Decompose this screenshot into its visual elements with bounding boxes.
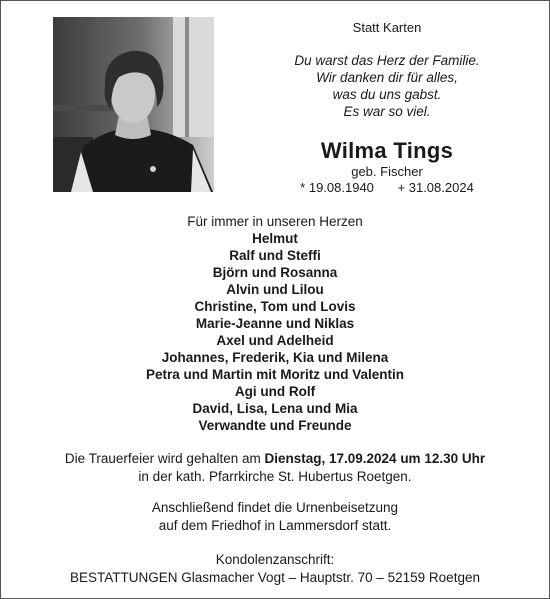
service-line [0, 450, 550, 468]
poem [258, 52, 516, 120]
condolence-label: Kondolenzanschrift: [215, 552, 335, 567]
mourners-list [0, 213, 550, 434]
mourners-intro: Für immer in unseren Herzen [187, 214, 363, 229]
mourner-entry: Alvin und Lilou [226, 282, 324, 297]
poem-line: was du uns gabst. [332, 87, 442, 102]
death-date: + 31.08.2024 [397, 180, 474, 195]
urn-line: auf dem Friedhof in Lammersdorf statt. [158, 517, 392, 533]
urn-line: Anschließend findet die Urnenbeisetzung [151, 500, 399, 515]
deceased-name: Wilma Tings [320, 138, 454, 163]
life-dates [258, 180, 516, 195]
service-place: in der kath. Pfarrkirche St. Hubertus Roetgen. [138, 468, 412, 484]
header-text: Statt Karten [352, 20, 422, 35]
mourner-entry: Ralf und Steffi [229, 248, 321, 263]
service-prefix: Die Trauerfeier wird gehalten am [64, 451, 265, 466]
condolence-address-block [0, 551, 550, 586]
mourner-entry: Agi und Rolf [234, 384, 316, 399]
mourner-entry: Petra und Martin mit Moritz und Valentin [145, 367, 404, 382]
birth-date: * 19.08.1940 [300, 180, 374, 195]
poem-line: Es war so viel. [343, 104, 431, 119]
mourner-entry: Björn und Rosanna [212, 265, 338, 280]
mourner-entry: Marie-Jeanne und Niklas [195, 316, 355, 331]
poem-line: Wir danken dir für alles, [316, 70, 458, 85]
urn-burial-info [0, 499, 550, 534]
birth-name: geb. Fischer [351, 164, 423, 179]
mourner-entry: Christine, Tom und Lovis [194, 299, 356, 314]
portrait-photo [53, 17, 214, 192]
funeral-service-info [0, 450, 550, 485]
mourner-entry: Johannes, Frederik, Kia und Milena [161, 350, 389, 365]
service-date: Dienstag, 17.09.2024 um 12.30 Uhr [264, 451, 486, 466]
mourner-entry: Axel und Adelheid [216, 333, 334, 348]
mourner-entry: Verwandte und Freunde [198, 418, 352, 433]
mourner-entry: David, Lisa, Lena und Mia [192, 401, 358, 416]
poem-line: Du warst das Herz der Familie. [294, 53, 480, 68]
mourner-entry: Helmut [252, 231, 298, 246]
condolence-address: BESTATTUNGEN Glasmacher Vogt – Hauptstr. 70 – 52159 Roetgen [70, 569, 480, 585]
